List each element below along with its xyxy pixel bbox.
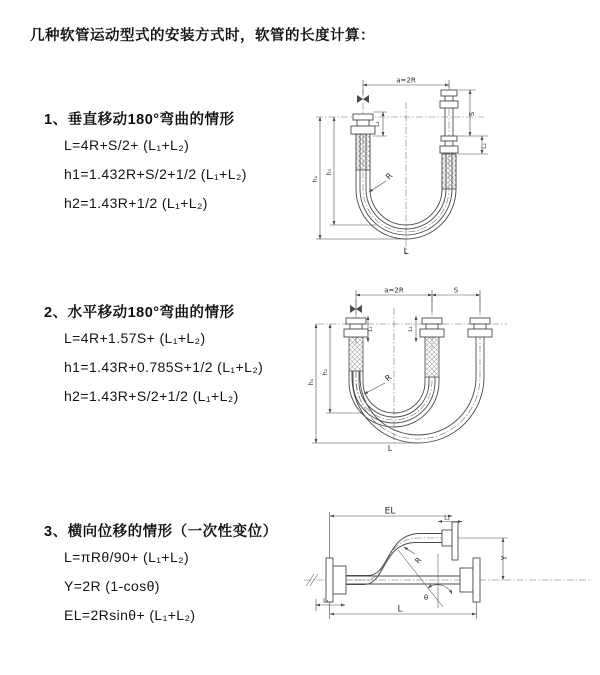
right-flange-original: [460, 558, 480, 602]
diagram-vertical-180-bend: [306, 74, 588, 260]
centerlines: [316, 84, 484, 255]
angle-label: θ: [423, 594, 429, 602]
radius-label: R: [383, 372, 394, 384]
diagram-horizontal-180-bend: [302, 282, 599, 454]
section-3-formula-L: L=πRθ/90+ (L₁+L₂): [64, 549, 190, 565]
left-flange: [344, 318, 368, 337]
section-2-formula-L: L=4R+1.57S+ (L₁+L₂): [64, 330, 206, 346]
middle-flange: [420, 318, 444, 337]
section-2-formula-h2: h2=1.43R+S/2+1/2 (L₁+L₂): [64, 388, 239, 404]
radius-label: R: [412, 555, 424, 566]
dim-label-el: EL: [384, 506, 396, 517]
upper-right-flange-displaced: [442, 522, 458, 560]
right-flange: [468, 318, 492, 346]
dim-label-y: Y: [500, 555, 509, 561]
radius-label: R: [384, 171, 395, 182]
length-label: L: [387, 444, 393, 453]
braid-right: [442, 154, 456, 189]
section-3-heading: 3、横向位移的情形（一次性变位）: [44, 524, 278, 540]
dim-label-a2r: a=2R: [396, 76, 416, 85]
dim-label-h2: h₂: [326, 168, 333, 176]
length-label: L: [403, 247, 409, 257]
section-3-formula-Y: Y=2R (1-cosθ): [64, 578, 160, 594]
section-1-formula-h2: h2=1.43R+1/2 (L₁+L₂): [64, 195, 208, 211]
section-2-heading: 2、水平移动180°弯曲的情形: [44, 305, 235, 321]
dim-label-l1: L₁: [323, 597, 329, 605]
section-1-formula-L: L=4R+S/2+ (L₁+L₂): [64, 137, 190, 153]
dimensions: [312, 77, 488, 258]
diagram-lateral-displacement: [298, 502, 598, 644]
dim-label-s: S: [468, 111, 476, 117]
section-3-formula-EL: EL=2Rsinθ+ (L₁+L₂): [64, 607, 196, 623]
hose-s-curve: [346, 534, 442, 585]
dim-label-h1: h₁: [312, 175, 319, 183]
dim-label-l1: L₁: [368, 326, 374, 332]
braid-left: [349, 337, 363, 371]
section-2-formula-h1: h1=1.43R+0.785S+1/2 (L₁+L₂): [64, 359, 264, 375]
left-flange: [351, 114, 375, 134]
section-1-heading: 1、垂直移动180°弯曲的情形: [44, 112, 235, 128]
dim-label-l2: L₂: [408, 326, 414, 332]
dim-label-l1: L₁: [374, 121, 381, 127]
dim-label-h2: h₂: [322, 368, 329, 376]
braid-left: [356, 134, 370, 170]
dim-label-a2r: a=2R: [384, 286, 404, 295]
dim-label-l2: L₂: [481, 143, 488, 149]
braid-middle: [425, 337, 439, 377]
dim-label-h1: h₁: [308, 378, 315, 386]
dim-label-s: S: [453, 286, 459, 295]
left-flange: [326, 558, 346, 602]
page-title: 几种软管运动型式的安装方式时，软管的长度计算：: [30, 28, 375, 44]
angle-construction: [398, 550, 452, 608]
dim-label-l: L: [397, 604, 403, 615]
section-1-formula-h1: h1=1.432R+S/2+1/2 (L₁+L₂): [64, 166, 247, 182]
hose-u-bends: [349, 337, 484, 443]
dim-label-l2: L₂: [444, 514, 450, 522]
